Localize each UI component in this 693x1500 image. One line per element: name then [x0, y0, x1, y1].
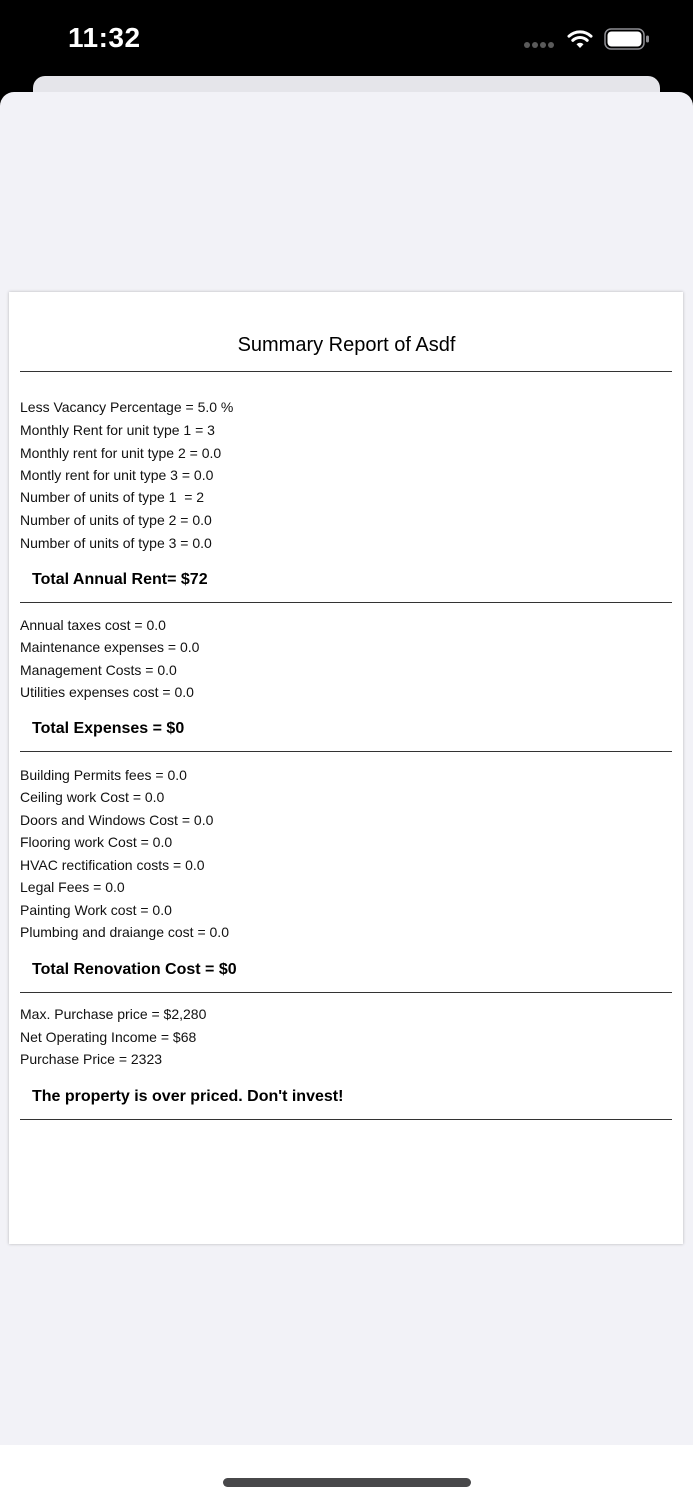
title-divider: [20, 371, 672, 372]
battery-icon: [604, 28, 650, 50]
rent-item: Number of units of type 1 = 2: [20, 489, 205, 505]
home-area: [0, 1445, 693, 1500]
renovation-item: Flooring work Cost = 0.0: [20, 834, 173, 850]
expense-item: Maintenance expenses = 0.0: [20, 639, 200, 655]
renovation-item: Ceiling work Cost = 0.0: [20, 789, 165, 805]
expense-item: Annual taxes cost = 0.0: [20, 617, 166, 633]
report-title: Summary Report of Asdf: [237, 334, 456, 356]
wifi-icon: [566, 28, 594, 50]
renovation-item: Doors and Windows Cost = 0.0: [20, 812, 214, 828]
total-annual-rent: Total Annual Rent= $72: [32, 571, 208, 588]
status-bar: [0, 0, 693, 80]
renovation-item: HVAC rectification costs = 0.0: [20, 857, 205, 873]
renovation-item: Painting Work cost = 0.0: [20, 902, 172, 918]
total-expenses: Total Expenses = $0: [32, 720, 185, 737]
rent-item: Less Vacancy Percentage = 5.0 %: [20, 399, 234, 415]
cellular-signal-icon: [524, 42, 554, 48]
renovation-item: Building Permits fees = 0.0: [20, 767, 187, 783]
section-divider: [20, 602, 672, 603]
rent-item: Monthly Rent for unit type 1 = 3: [20, 422, 215, 438]
rent-item: Monthly rent for unit type 2 = 0.0: [20, 445, 222, 461]
section-divider: [20, 1119, 672, 1120]
home-indicator[interactable]: [223, 1478, 471, 1487]
renovation-item: Legal Fees = 0.0: [20, 879, 125, 895]
renovation-item: Plumbing and draiange cost = 0.0: [20, 924, 229, 940]
status-time: 11:32: [68, 22, 141, 53]
rent-item: Number of units of type 2 = 0.0: [20, 512, 212, 528]
total-renovation-cost: Total Renovation Cost = $0: [32, 961, 237, 978]
section-divider: [20, 751, 672, 752]
section-divider: [20, 992, 672, 993]
purchase-item: Max. Purchase price = $2,280: [20, 1006, 207, 1022]
purchase-item: Net Operating Income = $68: [20, 1029, 197, 1045]
purchase-item: Purchase Price = 2323: [20, 1051, 163, 1067]
investment-verdict: The property is over priced. Don't invest!: [32, 1088, 344, 1105]
expense-item: Utilities expenses cost = 0.0: [20, 684, 194, 700]
rent-item: Montly rent for unit type 3 = 0.0: [20, 467, 214, 483]
rent-item: Number of units of type 3 = 0.0: [20, 535, 212, 551]
expense-item: Management Costs = 0.0: [20, 662, 177, 678]
